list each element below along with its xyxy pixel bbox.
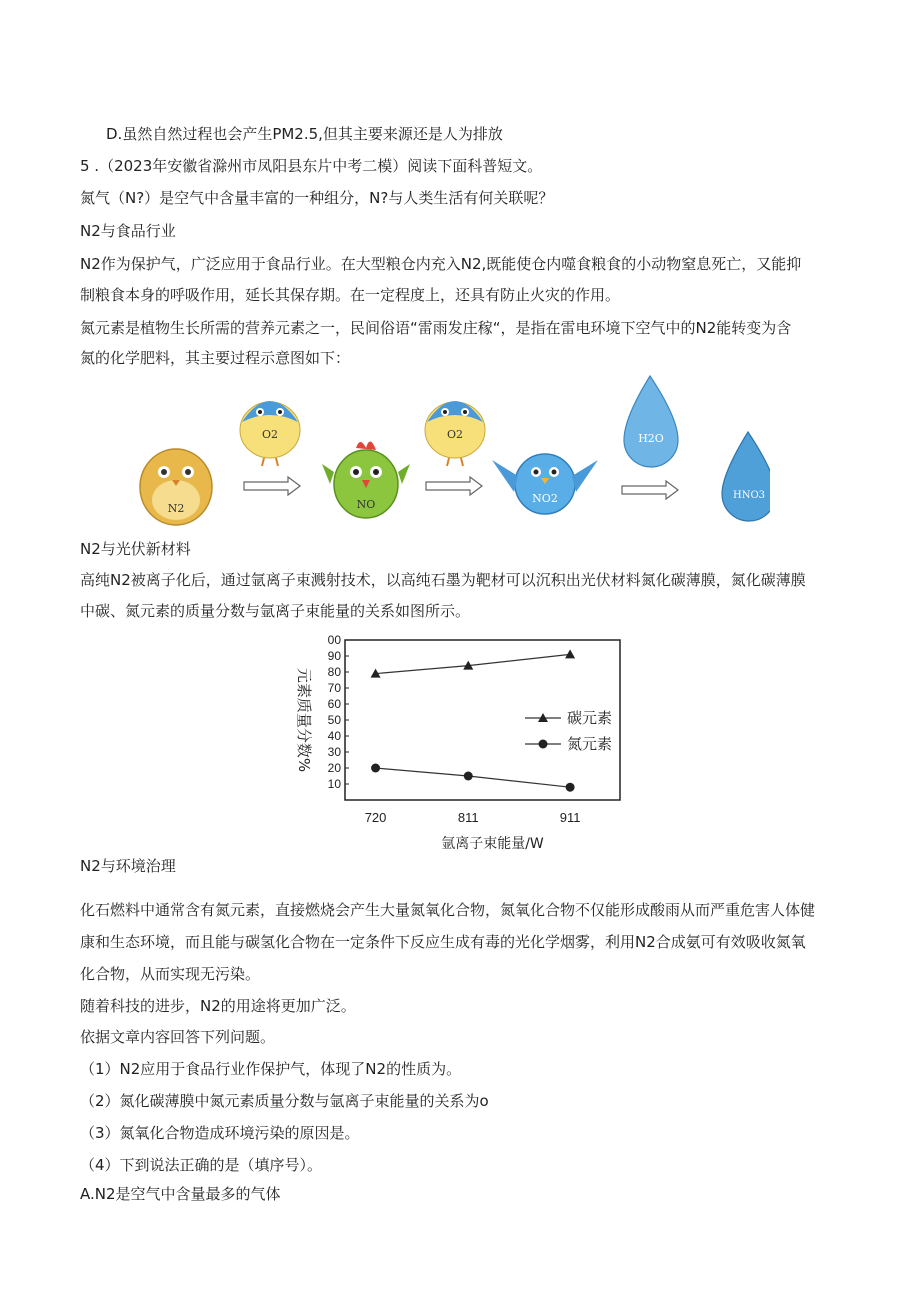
- y-tick-label: 30: [327, 745, 341, 759]
- arrow-right-icon: [622, 481, 678, 499]
- intro-text: 氮气（N?）是空气中含量丰富的一种组分，N?与人类生活有何关联呢？: [80, 189, 554, 207]
- y-tick-label: 10: [327, 777, 341, 791]
- series-line-1: [376, 768, 571, 787]
- paragraph-future: 随着科技的进步，N2的用途将更加广泛。: [80, 997, 356, 1015]
- hno3-label: HNO3: [732, 490, 766, 501]
- paragraph-nitrogen-2: 氮的化学肥料，其主要过程示意图如下：: [80, 349, 351, 367]
- section-env-heading: N2与环境治理: [80, 857, 176, 875]
- y-tick-label: 50: [327, 713, 341, 727]
- water-drop-icon: [624, 376, 678, 467]
- y-tick-label: 60: [327, 697, 341, 711]
- legend-label: 碳元素: [567, 709, 613, 727]
- y-tick-label: 00: [327, 633, 341, 647]
- x-axis-label: 氩离子束能量/W: [441, 836, 544, 852]
- no2-bird-icon: [492, 454, 598, 514]
- o2-bird-icon: [240, 401, 300, 466]
- legend-label: 氮元素: [567, 735, 613, 753]
- n2-bird-icon: [140, 449, 212, 525]
- y-tick-label: 90: [327, 649, 341, 663]
- data-point-circle: [464, 772, 473, 781]
- data-point-circle: [371, 764, 380, 773]
- paragraph-pv-2: 中碳、氮元素的质量分数与氩离子束能量的关系如图所示。: [80, 602, 471, 620]
- nitrogen-process-diagram: [130, 372, 770, 532]
- acid-drop-icon: [722, 432, 770, 521]
- arrow-right-icon: [244, 477, 300, 495]
- y-tick-label: 40: [327, 729, 341, 743]
- data-point-circle: [566, 783, 575, 792]
- x-tick-label: 911: [559, 810, 581, 825]
- no2-label: NO2: [532, 492, 558, 505]
- instruction-text: 依据文章内容回答下列问题。: [80, 1028, 276, 1046]
- y-tick-label: 80: [327, 665, 341, 679]
- paragraph-nitrogen-1: 氮元素是植物生长所需的营养元素之一，民间俗语“雷雨发庄稼“，是指在雷电环境下空气中的N2能转变为含: [80, 319, 792, 337]
- no-bird-icon: [322, 441, 410, 518]
- paragraph-food-1: N2作为保护气，广泛应用于食品行业。在大型粮仓内充入N2,既能使仓内噬食粮食的小动物窒息死亡，又能抑: [80, 255, 802, 273]
- n2-label: N2: [167, 502, 185, 515]
- y-axis-label: 元素质量分数%: [295, 667, 313, 773]
- x-tick-label: 811: [457, 810, 479, 825]
- question-3: （3）氮氧化合物造成环境污染的原因是。: [80, 1124, 360, 1142]
- paragraph-env-3: 化合物，从而实现无污染。: [80, 965, 261, 983]
- no-label: NO: [356, 498, 376, 511]
- option-d: D.虽然自然过程也会产生PM2.5,但其主要来源还是人为排放: [106, 125, 503, 143]
- o2-label-first: O2: [261, 428, 279, 441]
- arrow-right-icon: [426, 477, 482, 495]
- data-point-triangle: [565, 649, 575, 658]
- x-tick-label: 720: [364, 810, 387, 825]
- paragraph-food-2: 制粮食本身的呼吸作用，延长其保存期。在一定程度上，还具有防止火灾的作用。: [80, 286, 621, 304]
- question-2: （2）氮化碳薄膜中氮元素质量分数与氩离子束能量的关系为o: [80, 1092, 489, 1110]
- option-a: A.N2是空气中含量最多的气体: [80, 1185, 281, 1203]
- question-4: （4）下到说法正确的是（填序号）。: [80, 1156, 323, 1174]
- o2-label-second: O2: [446, 428, 464, 441]
- paragraph-pv-1: 高纯N2被离子化后，通过氩离子束溅射技术，以高纯石墨为靶材可以沉积出光伏材料氮化碳薄膜，氮化碳薄膜: [80, 571, 806, 589]
- paragraph-env-1: 化石燃料中通常含有氮元素，直接燃烧会产生大量氮氧化合物，氮氧化合物不仅能形成酸雨从而严重危害人体健: [80, 901, 816, 919]
- h2o-label: H2O: [638, 432, 664, 445]
- section-food-heading: N2与食品行业: [80, 222, 176, 240]
- question-1: （1）N2应用于食品行业作保护气，体现了N2的性质为。: [80, 1060, 462, 1078]
- mass-fraction-chart: [285, 632, 635, 852]
- o2-bird-icon: [425, 401, 485, 466]
- y-tick-label: 70: [327, 681, 341, 695]
- section-pv-heading: N2与光伏新材料: [80, 540, 191, 558]
- legend-marker-circle: [539, 740, 548, 749]
- paragraph-env-2: 康和生态环境，而且能与碳氢化合物在一定条件下反应生成有毒的光化学烟雾，利用N2合成氨可有效吸收氮氧: [80, 933, 806, 951]
- question-5-header: 5 .（2023年安徽省滁州市凤阳县东片中考二模）阅读下面科普短文。: [80, 157, 543, 175]
- series-line-0: [376, 654, 571, 673]
- y-tick-label: 20: [327, 761, 341, 775]
